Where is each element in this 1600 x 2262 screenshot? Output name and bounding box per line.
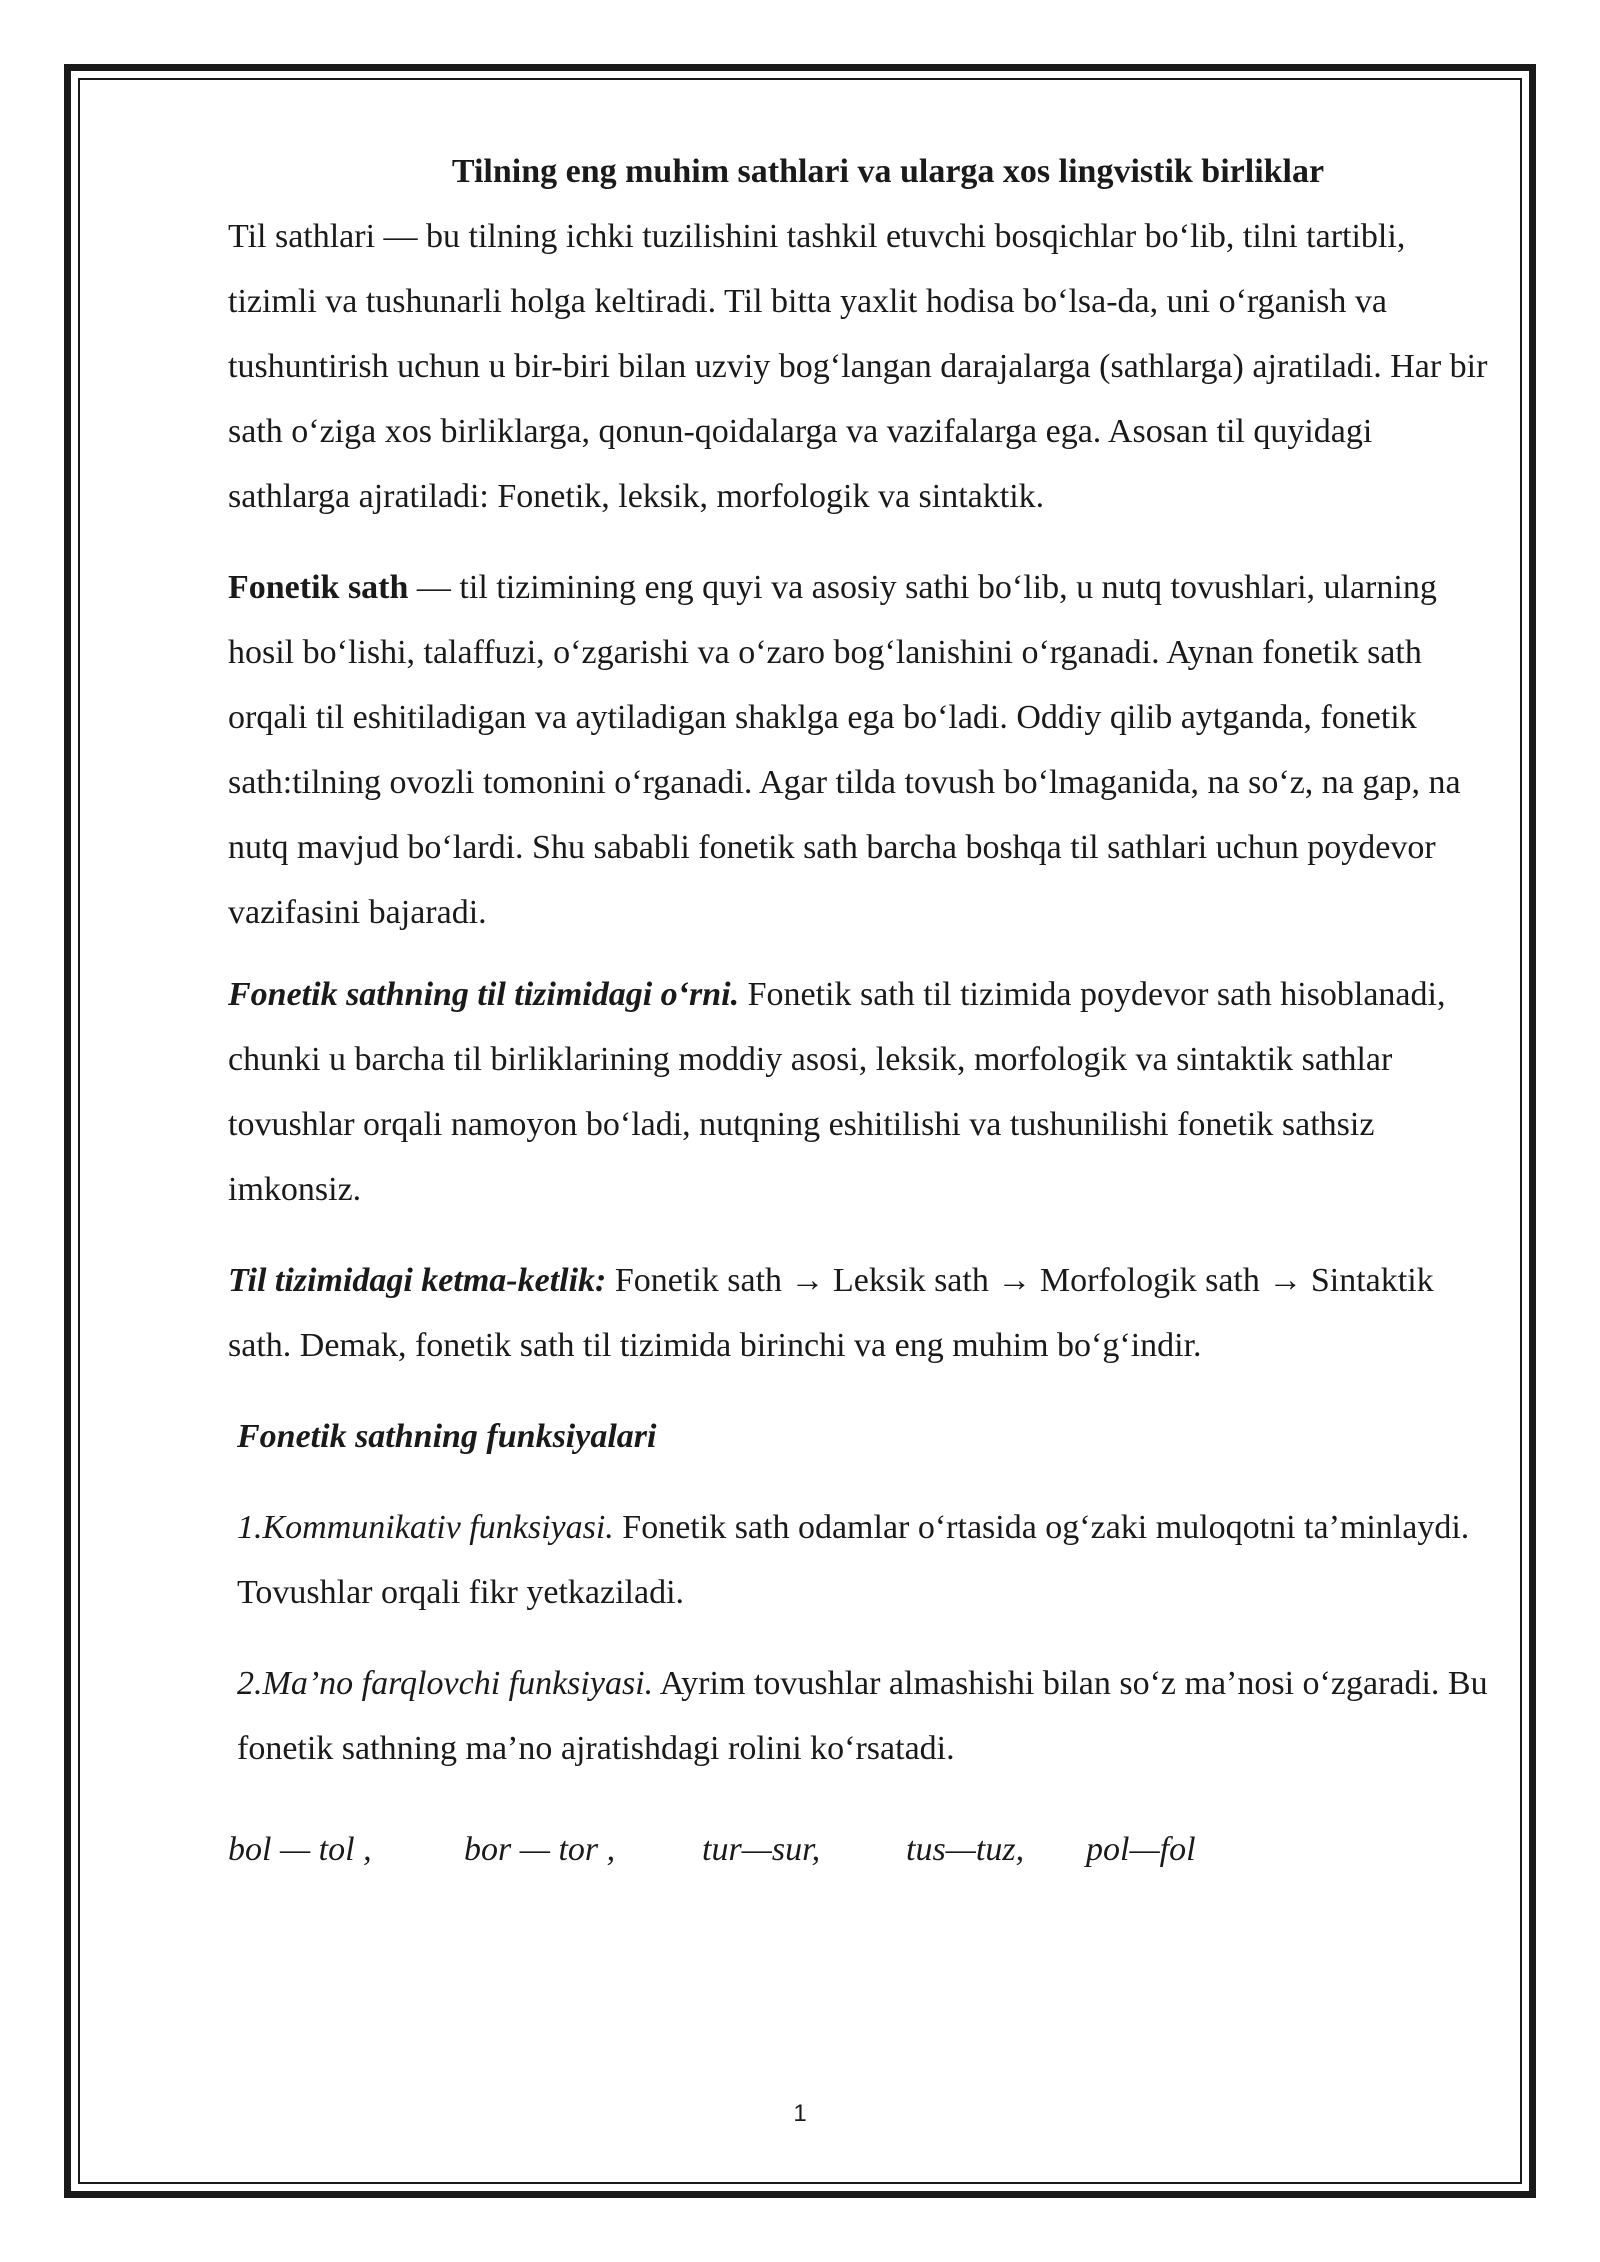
examples-row — [228, 1817, 1488, 1882]
function-2-paragraph — [228, 1651, 1488, 1781]
function-1-term: 1.Kommunikativ funksiyasi. — [237, 1509, 614, 1546]
fonetik-sath-term: Fonetik sath — [228, 569, 409, 606]
function-1-paragraph — [228, 1495, 1488, 1625]
fonetik-sath-text: — til tizimining eng quyi va asosiy sathi bo‘lib, u nutq tovushlari, ularning hosil bo‘lishi, talaffuzi, o‘zgarishi va o‘zaro bog‘lanishini o‘rganadi. Aynan fonetik sath orqali til eshitiladigan va aytiladigan shaklga ega bo‘ladi. Oddiy qilib aytganda, fonetik sath:tilning ovozli tomonini o‘rganadi. Agar tilda tovush bo‘lmaganida, na so‘z, na gap, na nutq mavjud bo‘lardi. Shu sababli fonetik sath barcha boshqa til sathlari uchun poydevor vazifasini bajaradi. — [228, 569, 1461, 931]
orni-term: Fonetik sathning til tizimidagi o‘rni. — [228, 976, 740, 1013]
sequence-term: Til tizimidagi ketma-ketlik: — [228, 1262, 607, 1299]
orni-paragraph — [228, 962, 1488, 1222]
document-title: Tilning eng muhim sathlari va ularga xos lingvistik birliklar — [451, 153, 1325, 190]
document-body — [228, 150, 1488, 1882]
function-2-term: 2.Ma’no farqlovchi funksiyasi. — [237, 1665, 654, 1702]
function-1-text: Fonetik sath odamlar o‘rtasida og‘zaki muloqotni ta’minlaydi. Tovushlar orqali fikr yetkaziladi. — [237, 1509, 1470, 1611]
fonetik-sath-paragraph — [228, 555, 1488, 945]
orni-text: Fonetik sath til tizimida poydevor sath hisoblanadi, chunki u barcha til birliklarining moddiy asosi, leksik, morfologik va sintaktik sathlar tovushlar orqali namoyon bo‘ladi, nutqning eshitilishi va tushunilishi fonetik sathsiz imkonsiz. — [228, 976, 1446, 1208]
page-number: 1 — [793, 2100, 807, 2127]
example-pair: bor — tor , — [464, 1831, 616, 1868]
functions-heading: Fonetik sathning funksiyalari — [237, 1418, 657, 1455]
intro-paragraph: Til sathlari — bu tilning ichki tuzilishini tashkil etuvchi bosqichlar bo‘lib, tilni tartibli, tizimli va tushunarli holga keltiradi. Til bitta yaxlit hodisa bo‘lsa-da, uni o‘rganish va tushuntirish uchun u bir-biri bilan uzviy bog‘langan darajalarga (sathlarga) ajratiladi. Har bir sath o‘ziga xos birliklarga, qonun-qoidalarga va vazifalarga ega. Asosan til quyidagi sathlarga ajratiladi: Fonetik, leksik, morfologik va sintaktik. — [228, 218, 1488, 515]
example-pair: pol—fol — [1086, 1831, 1196, 1868]
example-pair: tus—tuz, — [906, 1831, 1025, 1868]
sequence-text: Fonetik sath → Leksik sath → Morfologik sath → Sintaktik sath. Demak, fonetik sath til tizimida birinchi va eng muhim bo‘g‘indir. — [228, 1262, 1434, 1364]
function-2-text: Ayrim tovushlar almashishi bilan so‘z ma’nosi o‘zgaradi. Bu fonetik sathning ma’no ajratishdagi rolini ko‘rsatadi. — [237, 1665, 1488, 1767]
example-pair: tur—sur, — [702, 1831, 821, 1868]
sequence-paragraph — [228, 1248, 1488, 1378]
example-pair: bol — tol , — [228, 1831, 372, 1868]
